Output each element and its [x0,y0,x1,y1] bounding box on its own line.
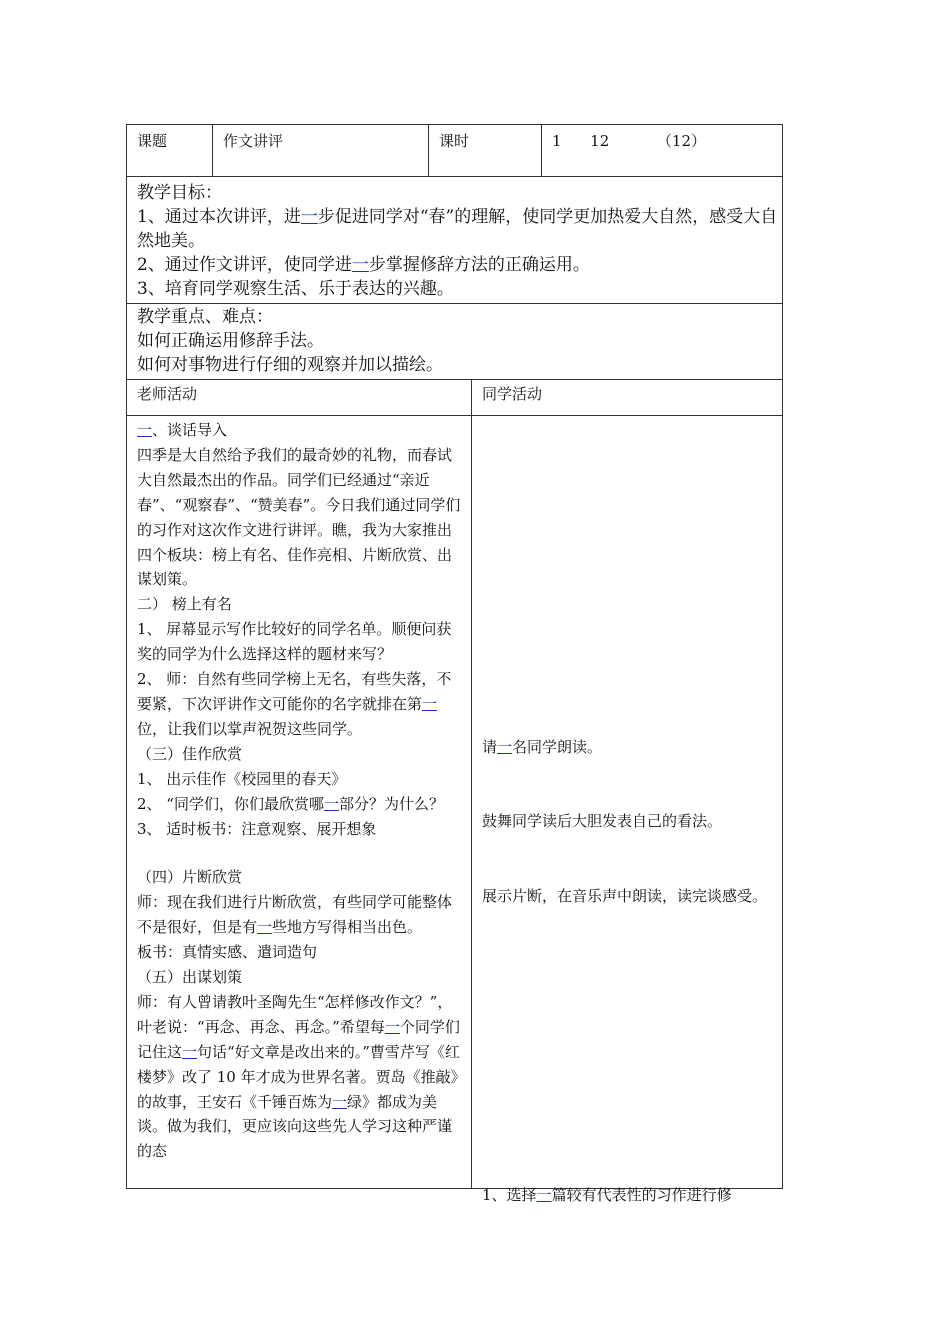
section-4-text: 师：现在我们进行片断欣赏，有些同学可能整体不是很好，但是有一些地方写得相当出色。 [137,893,453,937]
student-activity-label: 同学活动 [472,380,783,416]
student-activity-cell [472,416,783,1204]
section-4-heading: （四）片断欣赏 [137,868,243,887]
student-note-1: 请一名同学朗读。 [482,738,603,756]
student-note-3: 展示片断，在音乐声中朗读，读完谈感受。 [482,887,768,905]
section-1-text: 四季是大自然给予我们的最奇妙的礼物，而春试大自然最杰出的作品。同学们已经通过“亲近春”、“观察春”、“赞美春”。今日我们通过同学们的习作对这次作文进行讲评。瞧，我为大家推出四个板块：榜上有名、佳作亮相、片断欣赏、出谋划策。 [137,445,461,589]
period-value: 1 12 （12） [542,125,783,177]
section-1-heading: 一、谈话导入 [137,421,228,439]
spacer [137,841,463,865]
teacher-activity-label: 老师活动 [127,380,472,416]
objective-2: 2、通过作文讲评，使同学进一步掌握修辞方法的正确运用。 [137,255,590,275]
section-3-item-3: 3、 适时板书：注意观察、展开想象 [137,819,377,838]
key-point-1: 如何正确运用修辞手法。 [137,331,324,351]
section-5-heading: （五）出谋划策 [137,968,243,987]
objective-1: 1、通过本次讲评，进一步促进同学对“春”的理解，使同学更加热爱大自然，感受大自然地美。 [137,207,778,251]
header-row [127,125,783,177]
student-note-4: 1、选择一篇较有代表性的习作进行修 [482,1186,732,1204]
period-label: 课时 [429,125,542,177]
key-points-row [127,304,783,380]
section-3-heading: （三）佳作欣赏 [137,744,243,763]
section-2-item-1: 1、 屏幕显示写作比较好的同学名单。顺便问获奖的同学为什么选择这样的题材来写？ [137,620,452,664]
student-note-2: 鼓舞同学读后大胆发表自己的看法。 [482,812,723,830]
objective-3: 3、培育同学观察生活、乐于表达的兴趣。 [137,279,454,299]
activity-header-row [127,380,783,416]
objectives-row [127,177,783,304]
objectives-title: 教学目标： [137,183,222,203]
objectives-cell [127,177,783,304]
topic-label: 课题 [127,125,213,177]
lesson-plan-document [126,124,782,1204]
key-points-title: 教学重点、难点： [137,307,273,327]
activity-body-row [127,416,783,1189]
key-point-2: 如何对事物进行仔细的观察并加以描绘。 [137,355,443,375]
section-3-item-2: 2、 “同学们，你们最欣赏哪一部分？为什么？ [137,794,445,813]
section-4-board: 板书：真情实感、遣词造句 [137,943,318,962]
section-2-item-2: 2、 师：自然有些同学榜上无名，有些失落，不要紧，下次评讲作文可能你的名字就排在第一位，让我们以掌声祝贺这些同学。 [137,670,452,738]
teacher-activity-cell [127,416,472,1189]
student-notes [482,418,774,1204]
key-points-cell [127,304,783,380]
topic-value: 作文讲评 [213,125,429,177]
section-3-item-1: 1、 出示佳作《校园里的春天》 [137,769,347,788]
section-5-text: 师：有人曾请教叶圣陶先生“怎样修改作文？”，叶老说：“再念、再念、再念。”希望每一个同学们记住这一句话“好文章是改出来的。”曹雪芹写《红楼梦》改了 10 年才成为世界名著。贾岛《推敲》的故事，王安石《千锤百炼为一绿》都成为美谈。做为我们，更应该向这些先人学习这种严谨的态 [137,992,460,1161]
section-2-heading: 二） 榜上有名 [137,595,232,614]
lesson-plan-table [126,124,783,1204]
